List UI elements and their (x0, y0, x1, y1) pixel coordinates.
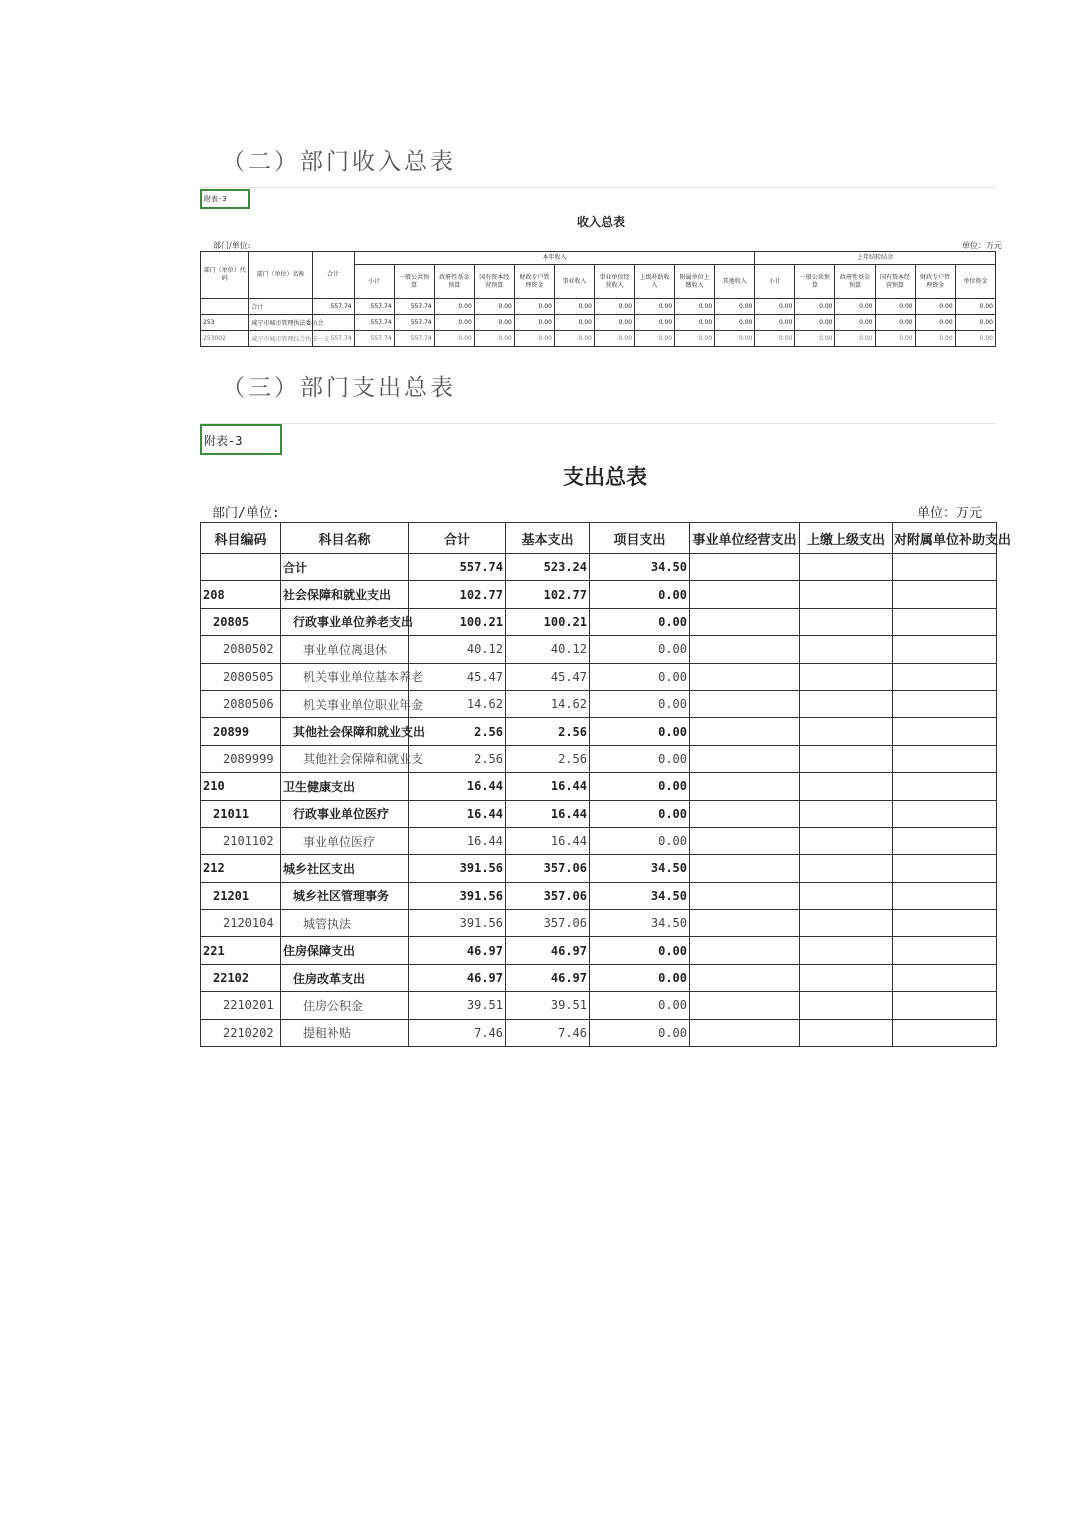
expense-cell-total: 557.74 (409, 554, 506, 581)
expense-summary-table (200, 522, 1012, 1047)
expense-cell-code: 21011 (201, 800, 281, 827)
expense-cell-code: 20899 (201, 718, 281, 745)
income-col-header: 一般公共预算 (394, 265, 434, 299)
expense-cell-empty (690, 745, 800, 772)
income-cell-code (201, 299, 249, 315)
expense-cell-code: 22102 (201, 964, 281, 991)
income-cell-value: 0.00 (514, 299, 554, 315)
income-col-header: 上级补助收入 (635, 265, 675, 299)
expense-cell-empty (800, 745, 893, 772)
expense-cell-project: 0.00 (590, 1019, 690, 1046)
income-col-header: 一般公共预算 (795, 265, 835, 299)
expense-cell-name: 合计 (281, 554, 409, 581)
expense-cell-basic: 45.47 (506, 663, 590, 690)
income-col-header: 附属单位上缴收入 (675, 265, 715, 299)
expense-col-header: 上缴上级支出 (800, 523, 893, 554)
income-cell-value: 0.00 (635, 315, 675, 331)
expense-cell-name: 机关事业单位职业年金 (281, 690, 409, 717)
income-group-current: 本年收入 (354, 252, 755, 265)
income-cell-code: 253002 (201, 331, 249, 347)
expense-cell-empty (800, 718, 893, 745)
income-cell-value: 557.74 (394, 299, 434, 315)
income-cell-code: 253 (201, 315, 249, 331)
income-col-code: 部门（单位）代码 (201, 252, 249, 299)
expense-cell-project: 0.00 (590, 690, 690, 717)
expense-cell-empty (893, 773, 997, 800)
income-cell-value: 0.00 (955, 299, 995, 315)
expense-cell-empty (893, 608, 997, 635)
expense-cell-total: 46.97 (409, 964, 506, 991)
income-cell-value: 0.00 (675, 299, 715, 315)
income-cell-value: 0.00 (594, 331, 634, 347)
income-cell-value: 0.00 (594, 299, 634, 315)
income-col-header: 事业单位经营收入 (594, 265, 634, 299)
income-cell-value: 0.00 (594, 315, 634, 331)
expense-cell-name: 行政事业单位医疗 (281, 800, 409, 827)
expense-cell-empty (690, 910, 800, 937)
expense-cell-project: 0.00 (590, 773, 690, 800)
expense-cell-code: 2210202 (201, 1019, 281, 1046)
expense-cell-code: 2089999 (201, 745, 281, 772)
expense-cell-basic: 40.12 (506, 636, 590, 663)
expense-cell-total: 46.97 (409, 937, 506, 964)
expense-cell-empty (800, 663, 893, 690)
expense-cell-empty (893, 882, 997, 909)
expense-cell-empty (893, 581, 997, 608)
expense-table-row (201, 554, 997, 581)
income-table-row (201, 315, 996, 331)
expense-cell-empty (893, 745, 997, 772)
expense-cell-code: 2101102 (201, 827, 281, 854)
income-cell-value: 0.00 (715, 331, 755, 347)
expense-cell-name: 事业单位医疗 (281, 827, 409, 854)
income-col-header: 其他收入 (715, 265, 755, 299)
income-cell-value: 557.74 (354, 331, 394, 347)
income-cell-value: 0.00 (554, 331, 594, 347)
expense-cell-name: 城管执法 (281, 910, 409, 937)
income-group-carry: 上年结转结余 (755, 252, 996, 265)
expense-col-header: 项目支出 (590, 523, 690, 554)
income-cell-value: 0.00 (434, 315, 474, 331)
expense-cell-total: 16.44 (409, 800, 506, 827)
income-col-header: 政府性基金预算 (835, 265, 875, 299)
expense-cell-basic: 7.46 (506, 1019, 590, 1046)
income-col-header: 国有资本经营预算 (474, 265, 514, 299)
expense-cell-name: 提租补贴 (281, 1019, 409, 1046)
expense-unit-label: 单位：万元 (917, 506, 983, 521)
income-col-header: 小计 (354, 265, 394, 299)
expense-cell-empty (893, 800, 997, 827)
expense-cell-empty (800, 608, 893, 635)
income-cell-value: 0.00 (434, 299, 474, 315)
income-col-header: 财政专户管理资金 (915, 265, 955, 299)
income-table-row (201, 299, 996, 315)
expense-cell-empty (893, 690, 997, 717)
expense-cell-project: 0.00 (590, 992, 690, 1019)
expense-cell-basic: 16.44 (506, 800, 590, 827)
income-section-heading: （二）部门收入总表 (222, 149, 456, 175)
income-cell-value: 0.00 (915, 315, 955, 331)
expense-cell-code: 2120104 (201, 910, 281, 937)
expense-cell-empty (690, 636, 800, 663)
expense-cell-total: 391.56 (409, 882, 506, 909)
expense-table-row (201, 745, 997, 772)
expense-col-header: 科目名称 (281, 523, 409, 554)
expense-cell-basic: 2.56 (506, 745, 590, 772)
expense-cell-empty (690, 882, 800, 909)
expense-cell-empty (690, 718, 800, 745)
income-sheet-tag-text: 附表-3 (204, 195, 227, 203)
expense-cell-basic: 357.06 (506, 855, 590, 882)
expense-cell-project: 0.00 (590, 718, 690, 745)
expense-table-row (201, 663, 997, 690)
expense-col-header: 合计 (409, 523, 506, 554)
expense-cell-basic: 46.97 (506, 937, 590, 964)
expense-cell-total: 39.51 (409, 992, 506, 1019)
income-col-header: 小计 (755, 265, 795, 299)
income-cell-value: 0.00 (955, 331, 995, 347)
expense-cell-empty (800, 937, 893, 964)
expense-cell-project: 0.00 (590, 800, 690, 827)
expense-cell-empty (800, 773, 893, 800)
income-cell-value: 0.00 (715, 315, 755, 331)
income-cell-value: 0.00 (755, 315, 795, 331)
income-cell-value: 0.00 (915, 299, 955, 315)
expense-cell-code: 208 (201, 581, 281, 608)
expense-cell-empty (893, 718, 997, 745)
expense-cell-empty (800, 800, 893, 827)
income-cell-value: 557.74 (394, 331, 434, 347)
expense-cell-name: 城乡社区管理事务 (281, 882, 409, 909)
income-cell-total: 557.74 (312, 331, 354, 347)
income-dept-label: 部门/单位: (213, 241, 251, 250)
income-cell-value: 0.00 (554, 315, 594, 331)
expense-cell-empty (690, 827, 800, 854)
income-table-title: 收入总表 (577, 215, 626, 229)
income-sheet-tag[interactable] (200, 189, 250, 209)
expense-table-title: 支出总表 (563, 464, 647, 489)
expense-section-heading: （三）部门支出总表 (222, 375, 456, 401)
expense-cell-empty (800, 855, 893, 882)
income-col-header: 财政专户管理资金 (514, 265, 554, 299)
expense-cell-total: 45.47 (409, 663, 506, 690)
income-cell-value: 0.00 (514, 331, 554, 347)
income-cell-value: 0.00 (434, 331, 474, 347)
expense-table-row (201, 855, 997, 882)
expense-cell-empty (893, 827, 997, 854)
expense-cell-empty (800, 554, 893, 581)
expense-cell-total: 40.12 (409, 636, 506, 663)
expense-table-row (201, 800, 997, 827)
income-cell-name: 咸宁市城市管理综合执法一支 (249, 331, 312, 347)
expense-cell-name: 住房改革支出 (281, 964, 409, 991)
expense-cell-code: 20805 (201, 608, 281, 635)
expense-cell-empty (690, 690, 800, 717)
expense-table-row (201, 964, 997, 991)
income-col-header: 政府性基金预算 (434, 265, 474, 299)
expense-cell-empty (800, 827, 893, 854)
expense-cell-empty (690, 554, 800, 581)
expense-cell-basic: 16.44 (506, 827, 590, 854)
income-cell-name: 咸宁市城市管理执法委员会 (249, 315, 312, 331)
expense-cell-empty (893, 1019, 997, 1046)
expense-cell-empty (800, 882, 893, 909)
expense-cell-name: 住房公积金 (281, 992, 409, 1019)
income-col-header: 国有资本经营预算 (875, 265, 915, 299)
expense-cell-empty (800, 964, 893, 991)
expense-cell-empty (690, 773, 800, 800)
expense-cell-basic: 46.97 (506, 964, 590, 991)
expense-col-header: 科目编码 (201, 523, 281, 554)
expense-cell-total: 391.56 (409, 910, 506, 937)
income-cell-value: 0.00 (755, 331, 795, 347)
income-cell-value: 0.00 (835, 315, 875, 331)
expense-cell-empty (690, 964, 800, 991)
income-cell-value: 0.00 (675, 315, 715, 331)
expense-cell-empty (800, 690, 893, 717)
expense-cell-empty (893, 992, 997, 1019)
expense-cell-empty (893, 636, 997, 663)
expense-cell-code: 212 (201, 855, 281, 882)
expense-table-row (201, 1019, 997, 1046)
expense-cell-project: 0.00 (590, 663, 690, 690)
expense-cell-basic: 14.62 (506, 690, 590, 717)
expense-cell-empty (800, 581, 893, 608)
expense-cell-name: 社会保障和就业支出 (281, 581, 409, 608)
expense-cell-empty (690, 855, 800, 882)
income-cell-value: 0.00 (835, 331, 875, 347)
expense-cell-code: 2080502 (201, 636, 281, 663)
expense-cell-total: 102.77 (409, 581, 506, 608)
expense-col-header: 对附属单位补助支出 (893, 523, 997, 554)
expense-col-header: 事业单位经营支出 (690, 523, 800, 554)
expense-cell-empty (690, 937, 800, 964)
expense-table-row (201, 608, 997, 635)
expense-table-row (201, 636, 997, 663)
expense-cell-empty (800, 1019, 893, 1046)
expense-cell-empty (893, 855, 997, 882)
expense-sheet-tag[interactable] (200, 424, 282, 455)
expense-cell-project: 0.00 (590, 636, 690, 663)
expense-cell-name: 城乡社区支出 (281, 855, 409, 882)
expense-dept-label: 部门/单位: (212, 506, 280, 521)
expense-table-row (201, 827, 997, 854)
expense-sheet-tag-text: 附表-3 (204, 434, 243, 448)
income-cell-value: 0.00 (755, 299, 795, 315)
expense-cell-empty (800, 636, 893, 663)
expense-cell-empty (690, 800, 800, 827)
income-cell-value: 0.00 (795, 331, 835, 347)
expense-cell-code: 2210201 (201, 992, 281, 1019)
expense-cell-code (201, 554, 281, 581)
expense-cell-name: 其他社会保障和就业支出 (281, 718, 409, 745)
expense-cell-project: 34.50 (590, 910, 690, 937)
expense-cell-name: 卫生健康支出 (281, 773, 409, 800)
expense-cell-empty (893, 937, 997, 964)
income-unit-label: 单位：万元 (962, 241, 1002, 250)
sheet-gridline (200, 187, 996, 188)
expense-cell-total: 391.56 (409, 855, 506, 882)
expense-table-row (201, 937, 997, 964)
expense-cell-empty (800, 992, 893, 1019)
sheet-gridline (200, 423, 996, 424)
income-cell-value: 0.00 (474, 299, 514, 315)
expense-cell-project: 0.00 (590, 827, 690, 854)
income-cell-total: 557.74 (312, 299, 354, 315)
expense-cell-basic: 100.21 (506, 608, 590, 635)
expense-cell-total: 2.56 (409, 718, 506, 745)
expense-cell-basic: 102.77 (506, 581, 590, 608)
expense-cell-empty (690, 1019, 800, 1046)
income-cell-value: 0.00 (635, 331, 675, 347)
expense-cell-empty (800, 910, 893, 937)
expense-cell-empty (690, 608, 800, 635)
expense-col-header: 基本支出 (506, 523, 590, 554)
expense-table-row (201, 718, 997, 745)
income-table-row (201, 331, 996, 347)
expense-cell-code: 2080505 (201, 663, 281, 690)
income-cell-value: 0.00 (795, 315, 835, 331)
expense-cell-project: 34.50 (590, 855, 690, 882)
expense-cell-basic: 523.24 (506, 554, 590, 581)
income-cell-value: 0.00 (915, 331, 955, 347)
expense-cell-empty (893, 554, 997, 581)
expense-cell-project: 0.00 (590, 608, 690, 635)
expense-cell-basic: 357.06 (506, 910, 590, 937)
expense-cell-name: 其他社会保障和就业支 (281, 745, 409, 772)
expense-cell-name: 事业单位离退休 (281, 636, 409, 663)
income-cell-value: 0.00 (875, 331, 915, 347)
income-col-total: 合计 (312, 252, 354, 299)
expense-cell-total: 16.44 (409, 773, 506, 800)
income-col-name: 部门（单位）名称 (249, 252, 312, 299)
income-summary-table (200, 251, 996, 347)
expense-table-row (201, 910, 997, 937)
income-cell-value: 0.00 (675, 331, 715, 347)
income-cell-value: 0.00 (474, 315, 514, 331)
expense-cell-name: 机关事业单位基本养老 (281, 663, 409, 690)
expense-cell-empty (690, 992, 800, 1019)
expense-cell-empty (690, 581, 800, 608)
income-cell-value: 0.00 (715, 299, 755, 315)
expense-table-row (201, 690, 997, 717)
expense-cell-name: 行政事业单位养老支出 (281, 608, 409, 635)
expense-cell-code: 21201 (201, 882, 281, 909)
expense-cell-empty (893, 663, 997, 690)
expense-cell-project: 0.00 (590, 581, 690, 608)
income-cell-value: 0.00 (955, 315, 995, 331)
expense-cell-basic: 357.06 (506, 882, 590, 909)
expense-cell-total: 100.21 (409, 608, 506, 635)
income-col-header: 单位资金 (955, 265, 995, 299)
expense-cell-project: 34.50 (590, 554, 690, 581)
expense-table-row (201, 581, 997, 608)
income-cell-value: 0.00 (795, 299, 835, 315)
expense-cell-code: 210 (201, 773, 281, 800)
income-cell-value: 557.74 (394, 315, 434, 331)
expense-cell-name: 住房保障支出 (281, 937, 409, 964)
expense-cell-total: 16.44 (409, 827, 506, 854)
income-cell-value: 0.00 (554, 299, 594, 315)
expense-cell-project: 0.00 (590, 745, 690, 772)
income-cell-value: 0.00 (835, 299, 875, 315)
income-cell-value: 0.00 (635, 299, 675, 315)
expense-cell-basic: 39.51 (506, 992, 590, 1019)
expense-table-row (201, 773, 997, 800)
expense-cell-code: 221 (201, 937, 281, 964)
expense-cell-empty (893, 910, 997, 937)
income-col-header: 事业收入 (554, 265, 594, 299)
expense-cell-project: 0.00 (590, 964, 690, 991)
income-cell-value: 557.74 (354, 315, 394, 331)
expense-cell-project: 34.50 (590, 882, 690, 909)
income-cell-name: 合计 (249, 299, 312, 315)
income-cell-value: 0.00 (875, 299, 915, 315)
expense-cell-basic: 2.56 (506, 718, 590, 745)
income-cell-value: 0.00 (474, 331, 514, 347)
income-cell-value: 0.00 (514, 315, 554, 331)
expense-cell-basic: 16.44 (506, 773, 590, 800)
expense-cell-empty (893, 964, 997, 991)
income-cell-value: 557.74 (354, 299, 394, 315)
expense-cell-total: 2.56 (409, 745, 506, 772)
expense-table-row (201, 882, 997, 909)
expense-cell-code: 2080506 (201, 690, 281, 717)
income-cell-value: 0.00 (875, 315, 915, 331)
expense-cell-total: 14.62 (409, 690, 506, 717)
expense-cell-total: 7.46 (409, 1019, 506, 1046)
expense-cell-project: 0.00 (590, 937, 690, 964)
expense-cell-empty (690, 663, 800, 690)
expense-table-row (201, 992, 997, 1019)
